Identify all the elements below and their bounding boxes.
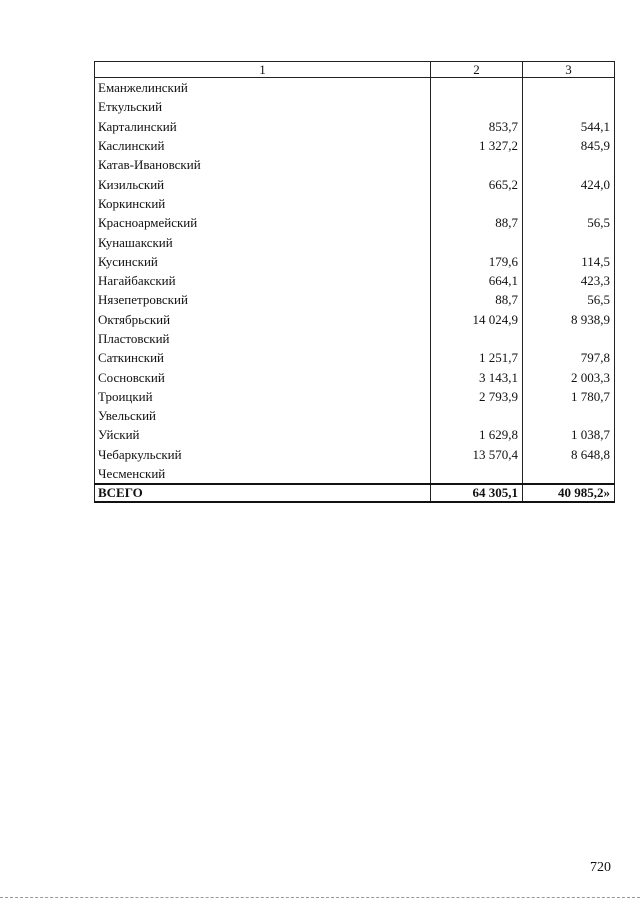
district-name: Троицкий [95, 387, 431, 406]
value-col-3: 423,3 [523, 271, 615, 290]
district-name: Нагайбакский [95, 271, 431, 290]
value-col-2 [431, 97, 523, 116]
table-row [95, 310, 615, 329]
header-col-1: 1 [95, 62, 431, 78]
district-name: Увельский [95, 406, 431, 425]
value-col-3: 1 038,7 [523, 425, 615, 444]
value-col-2: 664,1 [431, 271, 523, 290]
table-row [95, 348, 615, 367]
value-col-2: 14 024,9 [431, 310, 523, 329]
district-name: Карталинский [95, 117, 431, 136]
district-name: Кунашакский [95, 232, 431, 251]
value-col-2 [431, 406, 523, 425]
table-row [95, 464, 615, 484]
value-col-2 [431, 194, 523, 213]
value-col-3 [523, 155, 615, 174]
table-row [95, 290, 615, 309]
district-name: Октябрьский [95, 310, 431, 329]
value-col-3: 56,5 [523, 213, 615, 232]
table-body [95, 78, 615, 503]
page-number: 720 [590, 860, 611, 875]
table-row [95, 232, 615, 251]
value-col-3 [523, 329, 615, 348]
district-name: Уйский [95, 425, 431, 444]
district-name: Кусинский [95, 252, 431, 271]
value-col-3: 2 003,3 [523, 367, 615, 386]
table-row [95, 387, 615, 406]
district-name: Нязепетровский [95, 290, 431, 309]
table-row [95, 194, 615, 213]
value-col-2 [431, 464, 523, 484]
value-col-3 [523, 194, 615, 213]
district-name: Красноармейский [95, 213, 431, 232]
table-row [95, 425, 615, 444]
table-row [95, 445, 615, 464]
value-col-2 [431, 78, 523, 98]
value-col-2 [431, 155, 523, 174]
header-row [95, 62, 615, 78]
district-name: Пластовский [95, 329, 431, 348]
table-row [95, 136, 615, 155]
header-col-3: 3 [523, 62, 615, 78]
value-col-3: 544,1 [523, 117, 615, 136]
value-col-3 [523, 406, 615, 425]
district-name: Катав-Ивановский [95, 155, 431, 174]
district-name: Еманжелинский [95, 78, 431, 98]
value-col-2: 1 327,2 [431, 136, 523, 155]
district-values-table [94, 61, 615, 503]
table-row [95, 78, 615, 98]
value-col-3: 114,5 [523, 252, 615, 271]
value-col-3: 56,5 [523, 290, 615, 309]
total-row [95, 484, 615, 502]
district-name: Еткульский [95, 97, 431, 116]
value-col-2: 88,7 [431, 213, 523, 232]
value-col-2: 179,6 [431, 252, 523, 271]
value-col-2: 665,2 [431, 174, 523, 193]
district-name: Кизильский [95, 174, 431, 193]
value-col-3: 1 780,7 [523, 387, 615, 406]
district-name: Коркинский [95, 194, 431, 213]
district-name: Каслинский [95, 136, 431, 155]
total-label: ВСЕГО [95, 484, 431, 502]
district-name: Саткинский [95, 348, 431, 367]
value-col-2: 2 793,9 [431, 387, 523, 406]
value-col-3 [523, 78, 615, 98]
total-value-col-3: 40 985,2» [523, 484, 615, 502]
value-col-2: 1 251,7 [431, 348, 523, 367]
table-row [95, 97, 615, 116]
value-col-2: 88,7 [431, 290, 523, 309]
table-row [95, 367, 615, 386]
table-row [95, 174, 615, 193]
value-col-3: 8 938,9 [523, 310, 615, 329]
table-row [95, 252, 615, 271]
value-col-2 [431, 232, 523, 251]
table-row [95, 213, 615, 232]
table-row [95, 329, 615, 348]
value-col-3 [523, 97, 615, 116]
district-name: Чебаркульский [95, 445, 431, 464]
value-col-3: 797,8 [523, 348, 615, 367]
value-col-2: 853,7 [431, 117, 523, 136]
table-row [95, 117, 615, 136]
district-name: Чесменский [95, 464, 431, 484]
table-row [95, 271, 615, 290]
value-col-3: 845,9 [523, 136, 615, 155]
total-value-col-2: 64 305,1 [431, 484, 523, 502]
value-col-2: 13 570,4 [431, 445, 523, 464]
table-row [95, 406, 615, 425]
value-col-3 [523, 464, 615, 484]
value-col-3: 424,0 [523, 174, 615, 193]
bottom-divider [0, 897, 640, 898]
value-col-3 [523, 232, 615, 251]
value-col-3: 8 648,8 [523, 445, 615, 464]
value-col-2: 3 143,1 [431, 367, 523, 386]
value-col-2: 1 629,8 [431, 425, 523, 444]
table-header [95, 62, 615, 78]
header-col-2: 2 [431, 62, 523, 78]
value-col-2 [431, 329, 523, 348]
district-name: Сосновский [95, 367, 431, 386]
table-row [95, 155, 615, 174]
